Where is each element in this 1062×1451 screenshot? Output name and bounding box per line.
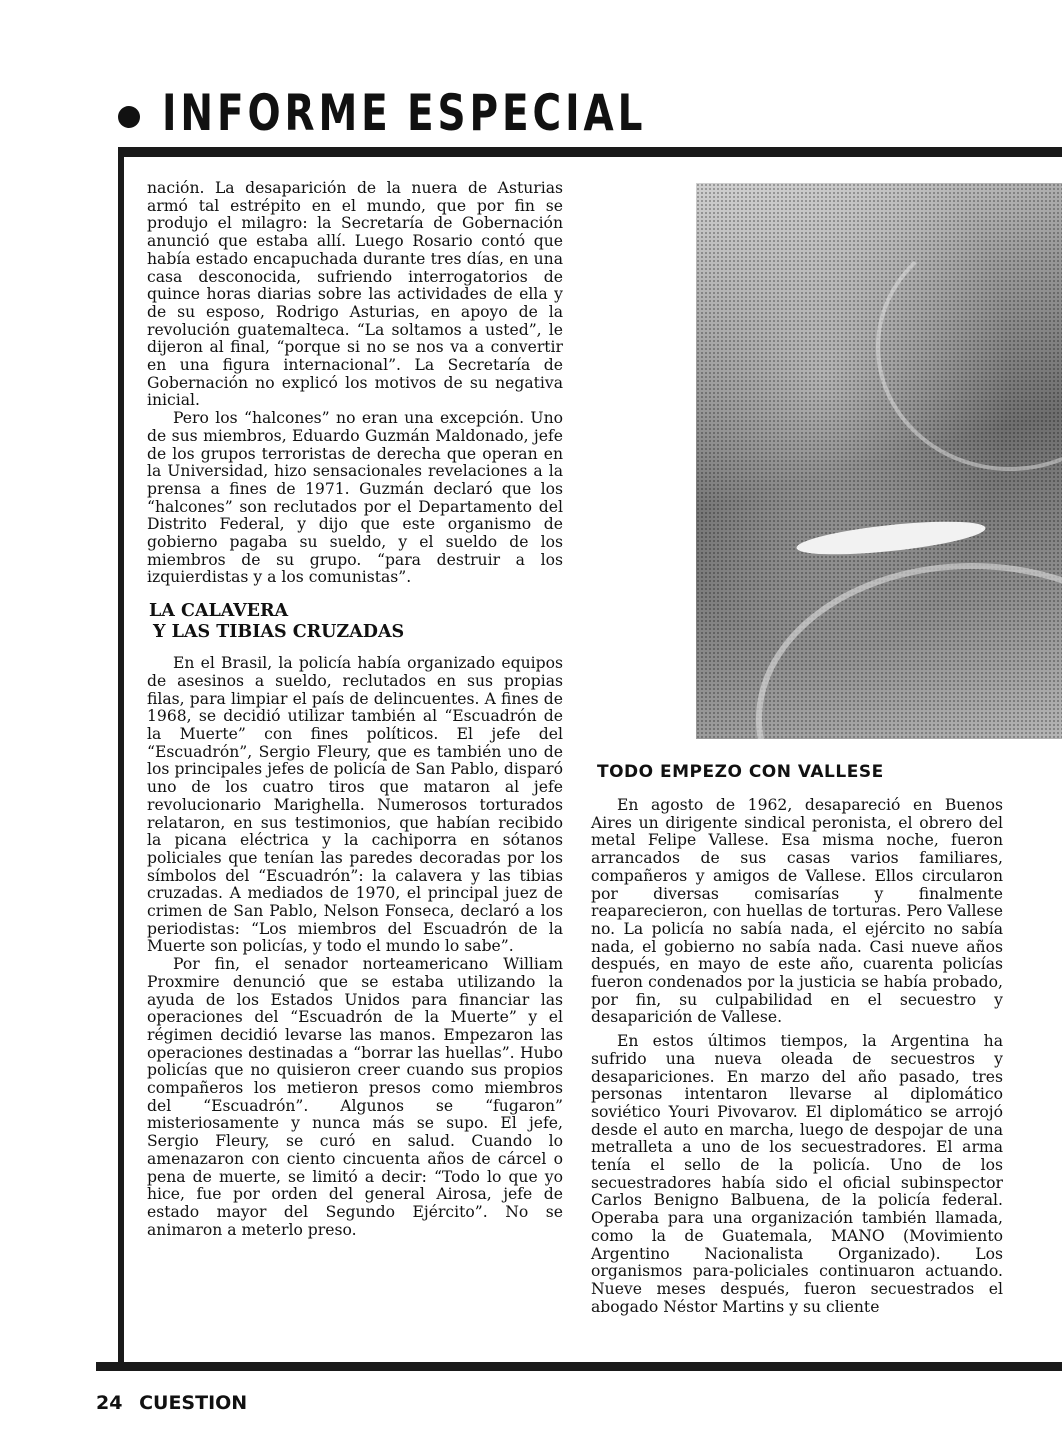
bottom-rule [96, 1362, 1062, 1371]
left-column [147, 180, 563, 1239]
page-number: 24 [96, 1392, 123, 1414]
subhead-line-2: Y LAS TIBIAS CRUZADAS [153, 622, 405, 643]
subhead-vallese: TODO EMPEZO CON VALLESE [597, 762, 884, 782]
photo-highlight [795, 515, 987, 561]
photo-curve-upper [876, 223, 1062, 471]
left-rule [118, 147, 124, 1369]
photo-curve [756, 563, 1062, 739]
page-footer [96, 1392, 247, 1414]
bullet-icon [118, 106, 140, 128]
paragraph: Por fin, el senador norteamericano William Proxmire denunció que se estaba utilizando la ayuda de los Estados Unidos para financiar las operaciones del “Escuadrón de la Muerte” y el régimen decidió levarse las manos. Empezaron las operaciones destinadas a “borrar las huellas”. Hubo policías que no quisieron creer cuando sus propios compañeros los metieron presos como miembros del “Escuadrón”. Algunos se “fugaron” misteriosamente y nunca más se supo. El jefe, Sergio Fleury, se curó en salud. Cuando lo amenazaron con ciento cincuenta años de cárcel o pena de muerte, se limitó a decir: “Todo lo que yo hice, fue por orden del general Airosa, jefe de estado mayor del Segundo Ejército”. No se animaron a meterlo preso. [147, 955, 563, 1239]
paragraph: En el Brasil, la policía había organizado equipos de asesinos a sueldo, reclutados en sus propias filas, para limpiar el país de delincuentes. A fines de 1968, se decidió utilizar también al “Escuadrón de la Muerte” con fines políticos. El jefe del “Escuadrón”, Sergio Fleury, que es también uno de los principales jefes de policía de San Pablo, disparó uno de los cuatro tiros que mataron al jefe revolucionario Marighella. Numerosos torturados relataron, en sus testimonios, que habían recibido la picana eléctrica y la cachiporra en sótanos policiales que tenían las paredes decoradas por los símbolos del “Escuadrón”: la calavera y las tibias cruzadas. A mediados de 1970, el principal juez de crimen de San Pablo, Nelson Fonseca, declaró a los periodistas: “Los miembros del Escuadrón de la Muerte son policías, y todo el mundo lo sabe”. [147, 654, 563, 956]
paragraph: En estos últimos tiempos, la Argentina ha sufrido una nueva oleada de secuestros y desapariciones. En marzo del año pasado, tres personas intentaron llevarse al diplomático soviético Youri Pivovarov. El diplomático se arrojó desde el auto en marcha, luego de despojar de una metralleta a uno de los secuestradores. El arma tenía el sello de la policía. Uno de los secuestradores había sido el oficial subinspector Carlos Benigno Balbuena, de la policía federal. Operaba para una organización también llamada, como la de Guatemala, MANO (Movimiento Argentino Nacionalista Organizado). Los organismos para-policiales continuaron actuando. Nueve meses después, fueron secuestrados el abogado Néstor Martins y su cliente [591, 1032, 1003, 1316]
paragraph: Pero los “halcones” no eran una excepción. Uno de sus miembros, Eduardo Guzmán Maldonado, jefe de los grupos terroristas de derecha que operan en la Universidad, hizo sensacionales revelaciones a la prensa a fines de 1971. Guzmán declaró que los “halcones” son reclutados por el Departamento del Distrito Federal, y dijo que este organismo de gobierno pagaba su sueldo, y el sueldo de los miembros de su grupo. “para destruir a los izquierdistas y a los comunistas”. [147, 409, 563, 587]
right-column [591, 797, 1003, 1316]
halftone-photo [696, 183, 1062, 739]
header-word-especial: ESPECIAL [406, 84, 646, 142]
subhead-calavera [149, 601, 563, 643]
magazine-name: CUESTION [139, 1392, 248, 1414]
paragraph: En agosto de 1962, desapareció en Buenos Aires un dirigente sindical peronista, el obrero del metal Felipe Vallese. Esa misma noche, fueron arrancados de sus casas varios familiares, compañeros y amigos de Vallese. Ellos circularon por diversas comisarías y finalmente reaparecieron, con huellas de torturas. Pero Vallese no. La policía no sabía nada, el ejército no sabía nada, el gobierno no sabía nada. Casi nueve años después, en mayo de este año, cuarenta policías fueron condenados por la justicia se había probado, por fin, su culpabilidad en el secuestro y desaparición de Vallese. [591, 796, 1003, 1027]
paragraph: nación. La desaparición de la nuera de Asturias armó tal estrépito en el mundo, que por fin se produjo el milagro: la Secretaría de Gobernación anunció que estaba allí. Luego Rosario contó que había estado encapuchada durante tres días, en una casa desconocida, sufriendo interrogatorios de quince horas diarias sobre las actividades de ella y de su esposo, Rodrigo Asturias, en apoyo de la revolución guatemalteca. “La soltamos a usted”, le dijeron al final, “porque si no se nos va a convertir en una figura internacional”. La Secretaría de Gobernación no explicó los motivos de su negativa inicial. [147, 179, 563, 410]
header-word-informe: INFORME [162, 84, 392, 142]
top-rule [118, 147, 1062, 157]
subhead-line-1: LA CALAVERA [149, 601, 289, 622]
section-header [118, 78, 713, 148]
